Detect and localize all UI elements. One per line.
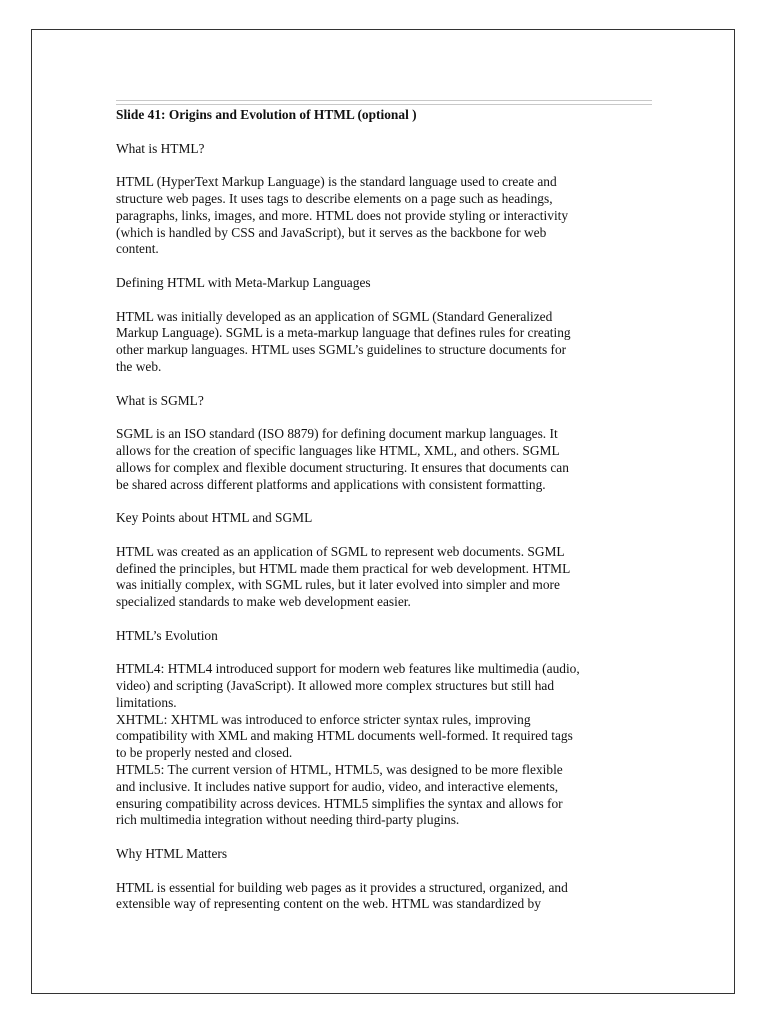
text-line: paragraphs, links, images, and more. HTML does not provide styling or interactivity bbox=[116, 207, 569, 223]
section-heading-meta-markup: Defining HTML with Meta-Markup Languages bbox=[116, 274, 371, 290]
text-line: and inclusive. It includes native support for audio, video, and interactive elements, bbox=[116, 778, 559, 794]
section-body-meta-markup bbox=[116, 309, 656, 376]
text-line: Markup Language). SGML is a meta-markup language that defines rules for creating bbox=[116, 325, 571, 341]
text-line: other markup languages. HTML uses SGML’s guidelines to structure documents for bbox=[116, 342, 567, 358]
text-line: SGML is an ISO standard (ISO 8879) for defining document markup languages. It bbox=[116, 426, 558, 442]
text-line: HTML was initially developed as an application of SGML (Standard Generalized bbox=[116, 308, 553, 324]
text-line: allows for complex and flexible document structuring. It ensures that documents can bbox=[116, 459, 569, 475]
text-line: HTML (HyperText Markup Language) is the standard language used to create and bbox=[116, 174, 557, 190]
text-line: the web. bbox=[116, 358, 162, 374]
document-body bbox=[116, 100, 656, 930]
text-line: defined the principles, but HTML made them practical for web development. HTML bbox=[116, 560, 571, 576]
section-heading-what-is-sgml: What is SGML? bbox=[116, 392, 204, 408]
text-line: HTML was created as an application of SGML to represent web documents. SGML bbox=[116, 543, 565, 559]
text-line: allows for the creation of specific languages like HTML, XML, and others. SGML bbox=[116, 442, 560, 458]
text-line: specialized standards to make web development easier. bbox=[116, 594, 411, 610]
text-line: to be properly nested and closed. bbox=[116, 745, 293, 761]
section-heading-key-points: Key Points about HTML and SGML bbox=[116, 510, 313, 526]
section-heading-what-is-html: What is HTML? bbox=[116, 140, 205, 156]
section-body-what-is-sgml bbox=[116, 426, 656, 493]
text-line: was initially complex, with SGML rules, but it later evolved into simpler and more bbox=[116, 577, 560, 593]
text-line: content. bbox=[116, 241, 159, 257]
document-title: Slide 41: Origins and Evolution of HTML (optional ) bbox=[116, 107, 417, 122]
text-line: compatibility with XML and making HTML documents well-formed. It required tags bbox=[116, 728, 573, 744]
text-line: HTML is essential for building web pages as it provides a structured, organized, and bbox=[116, 879, 568, 895]
text-line: extensible way of representing content on the web. HTML was standardized by bbox=[116, 896, 541, 912]
text-line: XHTML: XHTML was introduced to enforce stricter syntax rules, improving bbox=[116, 711, 531, 727]
text-line: ensuring compatibility across devices. HTML5 simplifies the syntax and allows for bbox=[116, 795, 563, 811]
section-heading-html-evolution: HTML’s Evolution bbox=[116, 627, 218, 643]
text-line: HTML4: HTML4 introduced support for modern web features like multimedia (audio, bbox=[116, 661, 580, 677]
text-line: be shared across different platforms and applications with consistent formatting. bbox=[116, 476, 546, 492]
section-heading-why-html-matters: Why HTML Matters bbox=[116, 846, 228, 862]
section-body-html-evolution bbox=[116, 661, 656, 829]
text-line: structure web pages. It uses tags to describe elements on a page such as headings, bbox=[116, 190, 553, 206]
section-body-what-is-html bbox=[116, 174, 656, 258]
text-line: limitations. bbox=[116, 694, 177, 710]
section-body-why-html-matters bbox=[116, 880, 656, 914]
text-line: video) and scripting (JavaScript). It allowed more complex structures but still had bbox=[116, 678, 555, 694]
text-line: (which is handled by CSS and JavaScript), but it serves as the backbone for web bbox=[116, 224, 547, 240]
text-line: HTML5: The current version of HTML, HTML5, was designed to be more flexible bbox=[116, 762, 563, 778]
title-rule bbox=[116, 100, 652, 105]
section-body-key-points bbox=[116, 544, 656, 611]
text-line: rich multimedia integration without needing third-party plugins. bbox=[116, 812, 460, 828]
